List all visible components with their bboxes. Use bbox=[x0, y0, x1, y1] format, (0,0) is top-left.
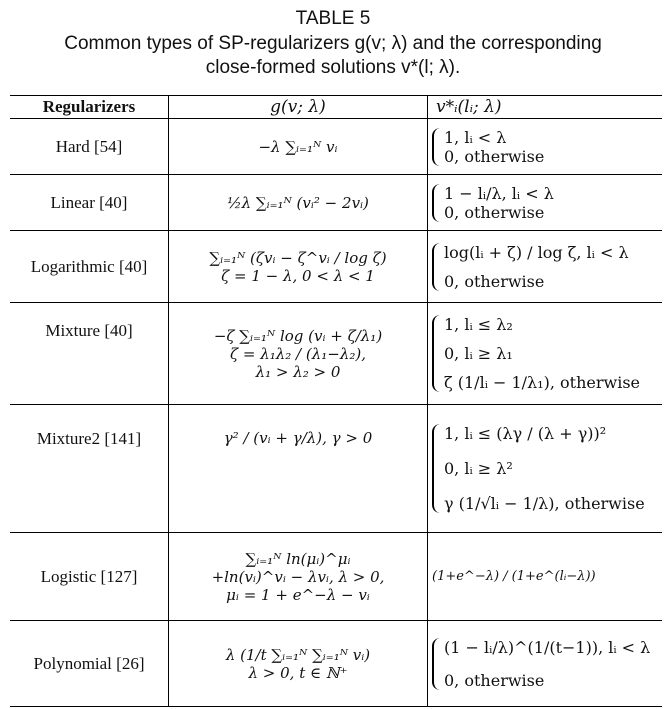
g-formula: ζ = 1 − λ, 0 < λ < 1 bbox=[221, 266, 375, 285]
g-formula: μᵢ = 1 + e^−λ − vᵢ bbox=[226, 585, 370, 604]
table-row bbox=[10, 621, 662, 707]
solution-cases bbox=[432, 638, 658, 690]
case-line: 0, otherwise bbox=[444, 670, 545, 690]
case-line: 1, lᵢ ≤ λ₂ bbox=[444, 315, 513, 334]
regularizer-name: Hard [54] bbox=[10, 119, 169, 175]
g-formula: −λ ∑ᵢ₌₁ᴺ vᵢ bbox=[169, 119, 428, 175]
g-formula: λ > 0, t ∈ ℕ⁺ bbox=[248, 663, 348, 682]
solution-cases bbox=[432, 184, 658, 222]
regularizer-table bbox=[10, 95, 662, 707]
solution-cases bbox=[432, 315, 658, 392]
solution-cases bbox=[432, 128, 658, 166]
table-row bbox=[10, 405, 662, 533]
solution-cases bbox=[432, 424, 658, 513]
caption-line-1: Common types of SP-regularizers g(v; λ) and the corresponding bbox=[64, 33, 602, 54]
case-line: ζ (1/lᵢ − 1/λ₁), otherwise bbox=[444, 373, 640, 392]
g-formula: ½λ ∑ᵢ₌₁ᴺ (vᵢ² − 2vᵢ) bbox=[169, 175, 428, 231]
regularizer-name: Logistic [127] bbox=[10, 533, 169, 621]
solution-formula: (1+e^−λ) / (1+e^(lᵢ−λ)) bbox=[428, 533, 663, 621]
case-line: 1, lᵢ ≤ (λγ / (λ + γ))² bbox=[444, 424, 607, 443]
case-line: (1 − lᵢ/λ)^(1/(t−1)), lᵢ < λ bbox=[444, 637, 651, 657]
g-formula: ∑ᵢ₌₁ᴺ ln(μᵢ)^μᵢ bbox=[245, 549, 351, 568]
g-formula: −ζ ∑ᵢ₌₁ᴺ log (vᵢ + ζ/λ₁) bbox=[213, 326, 383, 345]
case-line: 0, lᵢ ≥ λ² bbox=[444, 459, 513, 478]
g-formula: λ (1/t ∑ᵢ₌₁ᴺ ∑ᵢ₌₁ᴺ vᵢ) bbox=[225, 645, 371, 664]
header-v: v*ᵢ(lᵢ; λ) bbox=[428, 96, 663, 119]
g-formula: +ln(vᵢ)^vᵢ − λvᵢ, λ > 0, bbox=[211, 567, 385, 586]
g-formula: γ² / (vᵢ + γ/λ), γ > 0 bbox=[169, 405, 428, 533]
case-line: 0, otherwise bbox=[444, 202, 545, 222]
case-line: 0, otherwise bbox=[444, 271, 545, 291]
solution-cases bbox=[432, 243, 658, 291]
case-line: 0, lᵢ ≥ λ₁ bbox=[444, 344, 513, 363]
regularizer-name: Mixture2 [141] bbox=[10, 405, 169, 533]
g-formula: ∑ᵢ₌₁ᴺ (ζvᵢ − ζ^vᵢ / log ζ) bbox=[209, 248, 387, 267]
case-line: 1, lᵢ < λ bbox=[444, 127, 507, 147]
table-row bbox=[10, 231, 662, 303]
case-line: 0, otherwise bbox=[444, 146, 545, 166]
g-formula: λ₁ > λ₂ > 0 bbox=[255, 362, 341, 381]
header-g: g(v; λ) bbox=[169, 96, 428, 119]
case-line: γ (1/√lᵢ − 1/λ), otherwise bbox=[444, 494, 645, 513]
case-line: log(lᵢ + ζ) / log ζ, lᵢ < λ bbox=[444, 242, 629, 262]
header-regularizers: Regularizers bbox=[10, 96, 169, 119]
case-line: 1 − lᵢ/λ, lᵢ < λ bbox=[444, 183, 554, 203]
regularizer-name: Linear [40] bbox=[10, 175, 169, 231]
regularizer-name: Polynomial [26] bbox=[10, 621, 169, 707]
table-row bbox=[10, 119, 662, 175]
table-header bbox=[10, 96, 662, 119]
table-row bbox=[10, 303, 662, 405]
table-row bbox=[10, 175, 662, 231]
regularizer-name: Mixture [40] bbox=[10, 303, 169, 405]
g-formula: ζ = λ₁λ₂ / (λ₁−λ₂), bbox=[230, 344, 366, 363]
caption-line-2: close-formed solutions v*(l; λ). bbox=[205, 57, 461, 78]
table-row bbox=[10, 533, 662, 621]
regularizer-name: Logarithmic [40] bbox=[10, 231, 169, 303]
table-label: TABLE 5 bbox=[295, 8, 371, 29]
